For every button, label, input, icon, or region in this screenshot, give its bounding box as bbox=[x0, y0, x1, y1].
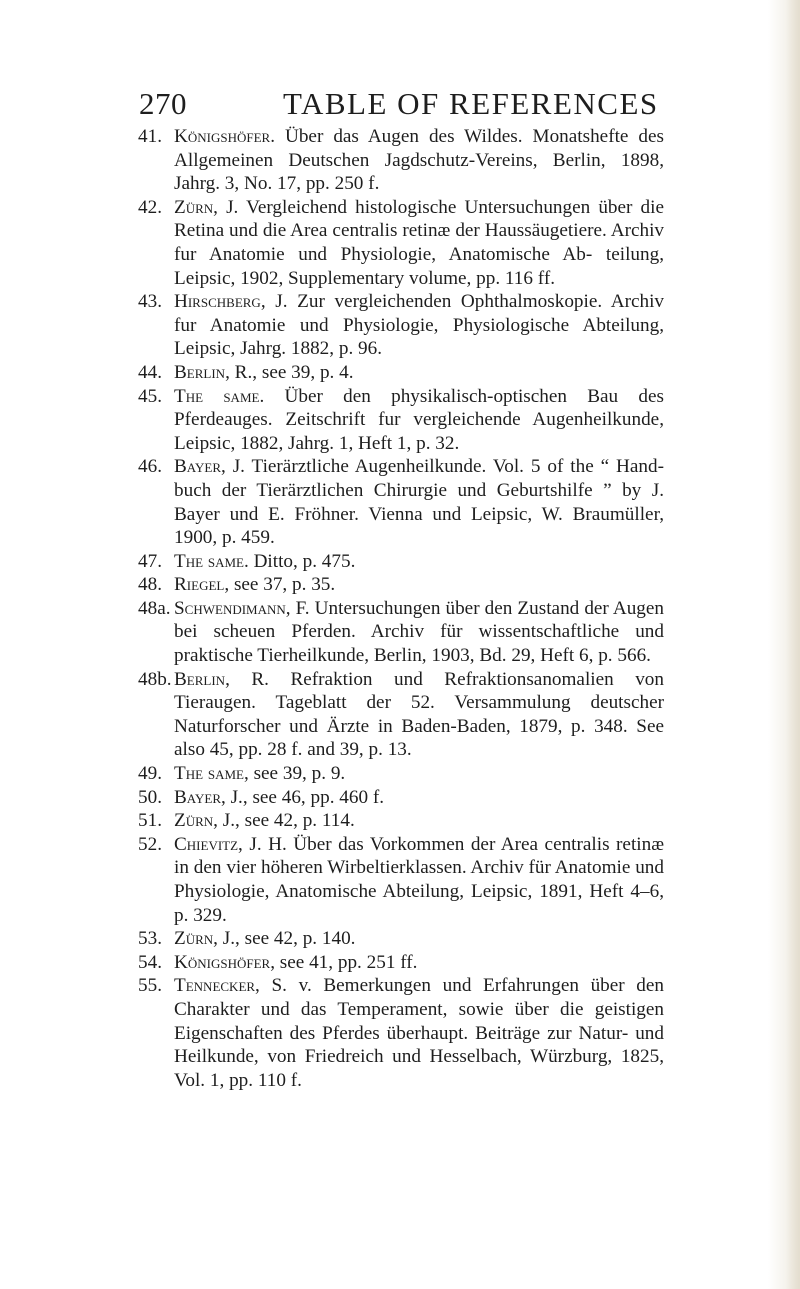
reference-author: The same, bbox=[174, 763, 249, 785]
reference-entry bbox=[0, 974, 664, 1092]
reference-author: Berlin, bbox=[174, 361, 230, 383]
reference-text: J. Tierärztliche Augenheilkunde. Vol. 5 of the “ Hand- buch der Tierärztlichen Chirurgie und Geburtshilfe ” by J. Bayer und E. Fröhner. Vienna und Leipsic, W. Braumüller, 1900, p. 459. bbox=[174, 456, 664, 549]
reference-text: Über das Augen des Wildes. Monatshefte des Allgemeinen Deutschen Jagdschutz-Vereins, Berlin, 1898, Jahrg. 3, No. 17, pp. 250 f. bbox=[174, 126, 664, 195]
reference-text: see 41, pp. 251 ff. bbox=[275, 951, 418, 973]
reference-number: 43. bbox=[138, 291, 162, 313]
reference-entry bbox=[0, 786, 664, 810]
reference-text: R. Refraktion und Refraktionsanomalien von Tieraugen. Tageblatt der 52. Versammulung deutscher Naturforscher und Ärzte in Baden-Baden, 1879, p. 348. See also 45, pp. 28 f. and 39, p. 13. bbox=[174, 668, 664, 761]
reference-entry bbox=[0, 290, 664, 361]
reference-text: Ditto, p. 475. bbox=[248, 550, 356, 572]
reference-number: 41. bbox=[138, 126, 162, 147]
reference-text: S. v. Bemerkungen und Erfahrungen über den Charakter und das Temperament, sowie über die geistigen Eigenschaften des Pferdes überhaupt. Beiträge zur Natur- und Heilkunde, von Friedreich und Hesselbach, Würzburg, 1825, Vol. 1, pp. 110 f. bbox=[174, 975, 664, 1091]
reference-author: Zürn, bbox=[174, 928, 218, 950]
reference-author: Königshöfer, bbox=[174, 951, 275, 973]
reference-entry bbox=[0, 385, 664, 456]
reference-author: Bayer, bbox=[174, 456, 226, 478]
reference-author: The same. bbox=[174, 385, 265, 407]
reference-text: J. H. Über das Vorkommen der Area centralis retinæ in den vier höheren Wirbeltierklassen. Archiv für Anatomie und Physiologie, Anatomische Abteilung, Leipsic, 1891, Heft 4–6, p. 329. bbox=[174, 833, 664, 926]
reference-entry bbox=[0, 361, 664, 385]
reference-author: Hirschberg, bbox=[174, 291, 266, 313]
reference-author: Königshöfer. bbox=[174, 126, 275, 147]
reference-number: 44. bbox=[138, 361, 162, 383]
reference-author: Zürn, bbox=[174, 810, 218, 832]
reference-number: 52. bbox=[138, 833, 162, 855]
reference-text: J., see 42, p. 114. bbox=[217, 810, 355, 832]
reference-text: see 39, p. 9. bbox=[248, 763, 346, 785]
reference-entry bbox=[0, 597, 664, 668]
reference-number: 42. bbox=[138, 196, 162, 218]
reference-text: J., see 42, p. 140. bbox=[217, 928, 356, 950]
reference-number: 48b. bbox=[138, 668, 172, 690]
reference-author: Zürn, bbox=[174, 196, 218, 218]
reference-entry bbox=[0, 927, 664, 951]
reference-entry bbox=[0, 455, 664, 549]
reference-number: 46. bbox=[138, 456, 162, 478]
reference-entry bbox=[0, 196, 664, 290]
reference-number: 48. bbox=[138, 574, 162, 596]
reference-number: 47. bbox=[138, 550, 162, 572]
reference-entry bbox=[0, 951, 664, 975]
reference-entry bbox=[0, 125, 664, 196]
reference-text: see 37, p. 35. bbox=[229, 574, 336, 596]
reference-author: Berlin, bbox=[174, 668, 230, 690]
reference-number: 53. bbox=[138, 928, 162, 950]
reference-author: Riegel, bbox=[174, 574, 230, 596]
reference-text: J., see 46, pp. 460 f. bbox=[225, 786, 385, 808]
reference-list bbox=[0, 125, 800, 1092]
reference-number: 49. bbox=[138, 763, 162, 785]
reference-text: F. Untersuchungen über den Zustand der Augen bei scheuen Pferden. Archiv für wissentschaftliche und praktische Tierheilkunde, Berlin, 1903, Bd. 29, Heft 6, p. 566. bbox=[174, 597, 664, 667]
reference-text: J. Vergleichend histologische Untersuchungen über die Retina und die Area centralis retinæ der Haussäugetiere. Archiv fur Anatomie und Physiologie, Anatomische Ab- teilung, Leipsic, 1902, Supplementary volume, pp. 116 ff. bbox=[174, 196, 664, 289]
reference-author: The same. bbox=[174, 550, 249, 572]
page-header bbox=[0, 84, 800, 124]
reference-number: 54. bbox=[138, 951, 162, 973]
page-edge-shadow bbox=[786, 0, 800, 1289]
reference-entry bbox=[0, 550, 664, 574]
reference-text: R., see 39, p. 4. bbox=[229, 361, 354, 383]
reference-number: 55. bbox=[138, 975, 162, 997]
reference-number: 48a. bbox=[138, 597, 171, 619]
reference-entry bbox=[0, 762, 664, 786]
reference-number: 51. bbox=[138, 810, 162, 832]
reference-text: Über den physikalisch-optischen Bau des Pferdeauges. Zeitschrift fur vergleichende Augenheilkunde, Leipsic, 1882, Jahrg. 1, Heft 1, p. 32. bbox=[174, 385, 665, 454]
reference-number: 50. bbox=[138, 786, 162, 808]
reference-entry bbox=[0, 573, 664, 597]
reference-author: Tennecker, bbox=[174, 975, 260, 997]
reference-author: Bayer, bbox=[174, 786, 226, 808]
page-number: 270 bbox=[139, 86, 187, 121]
running-title: TABLE OF REFERENCES bbox=[283, 86, 659, 121]
reference-entry bbox=[0, 833, 664, 927]
reference-number: 45. bbox=[138, 385, 162, 407]
reference-entry bbox=[0, 809, 664, 833]
reference-author: Chievitz, bbox=[174, 833, 243, 855]
reference-entry bbox=[0, 668, 664, 762]
reference-text: J. Zur vergleichenden Ophthalmoskopie. Archiv fur Anatomie und Physiologie, Physiologische Abteilung, Leipsic, Jahrg. 1882, p. 96. bbox=[174, 291, 664, 360]
reference-author: Schwendimann, bbox=[174, 597, 291, 619]
